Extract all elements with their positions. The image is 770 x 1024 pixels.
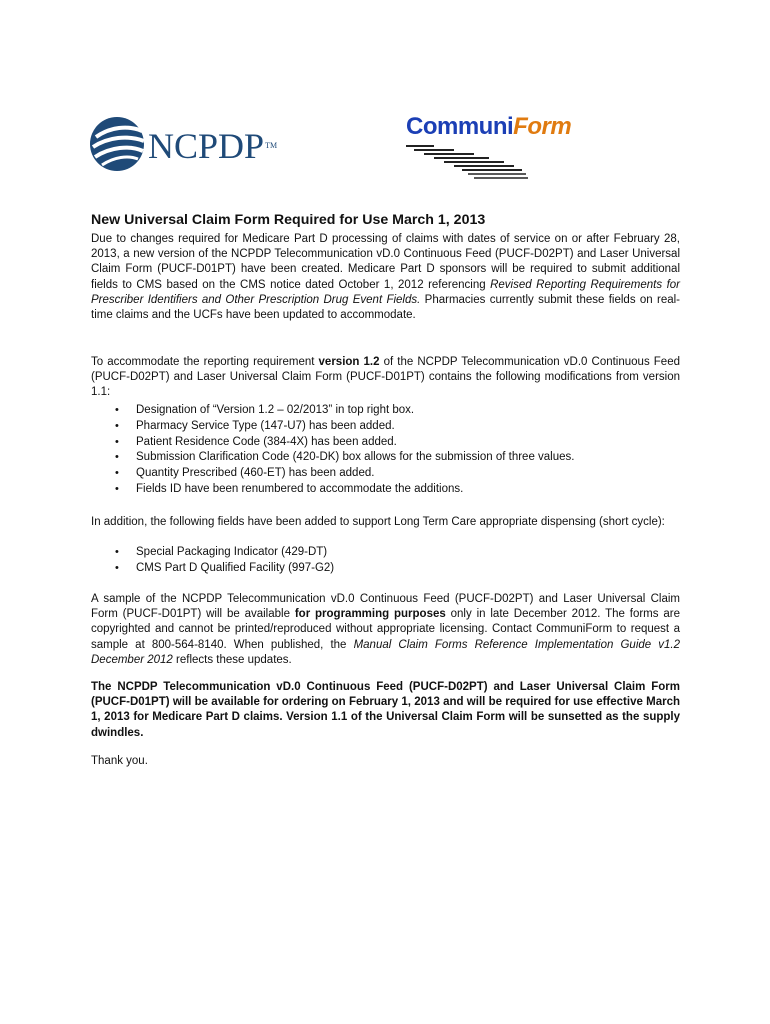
ordering-paragraph: The NCPDP Telecommunication vD.0 Continuous Feed (PUCF-D02PT) and Laser Universal Claim Form (PUCF-D01PT) will be available for ordering on February 1, 2013 and will be required for use effective March 1, 2013 for Medicare Part D claims. Version 1.1 of the Universal Claim Form will be sunsetted as the supply dwindles. (91, 681, 680, 739)
communiform-logo (404, 113, 584, 183)
ltc-paragraph: In addition, the following fields have been added to support Long Term Care appropriate dispensing (short cycle): (91, 516, 665, 528)
ltc-fields-list (91, 545, 334, 577)
document-title: New Universal Claim Form Required for Use March 1, 2013 (91, 212, 486, 228)
closing-text: Thank you. (91, 755, 148, 767)
list-item: • Submission Clarification Code (420-DK) box allows for the submission of three values. (91, 450, 574, 466)
list-item: • Fields ID have been renumbered to accommodate the additions. (91, 482, 574, 498)
list-item: • Quantity Prescribed (460-ET) has been added. (91, 466, 574, 482)
guide-title: Manual Claim Forms Reference Implementation Guide v1.2 December 2012 (91, 638, 681, 666)
modifications-list (91, 403, 574, 498)
ncpdp-wordmark: NCPDP™ (148, 126, 278, 166)
sample-paragraph: A sample of the NCPDP Telecommunication vD.0 Continuous Feed (PUCF-D02PT) and Laser Universal Claim Form (PUCF-D01PT) will be available for programming purposes only in late December 2012. The forms are copyrighted and cannot be printed/reproduced without appropriate licensing. Contact CommuniForm to request a sample at 800-564-8140. When published, the Manual Claim Forms Reference Implementation Guide v1.2 December 2012 reflects these updates. (91, 593, 681, 666)
version-emphasis: version 1.2 (318, 356, 380, 368)
communiform-speed-lines-icon (404, 143, 534, 183)
list-item: • Pharmacy Service Type (147-U7) has been added. (91, 419, 574, 435)
ncpdp-logo (88, 115, 278, 177)
intro-paragraph: Due to changes required for Medicare Part D processing of claims with dates of service on or after February 28, 2013, a new version of the NCPDP Telecommunication vD.0 Continuous Feed (PUCF-D02PT) and Laser Universal Claim Form (PUCF-D01PT) have been created. Medicare Part D sponsors will be required to submit additional fields to CMS based on the CMS notice dated October 1, 2012 referencing Revised Reporting Requirements for Prescriber Identifiers and Other Prescription Drug Event Fields. Pharmacies currently submit these fields on real-time claims and the UCFs have been updated to accommodate. (91, 233, 681, 322)
list-item: • Special Packaging Indicator (429-DT) (91, 545, 334, 561)
list-item: • Designation of “Version 1.2 – 02/2013” in top right box. (91, 403, 574, 419)
cms-notice-title: Revised Reporting Requirements for Prescriber Identifiers and Other Prescription Drug Event Fields. (91, 278, 680, 306)
version-paragraph: To accommodate the reporting requirement version 1.2 of the NCPDP Telecommunication vD.0 Continuous Feed (PUCF-D02PT) and Laser Universal Claim Form (PUCF-D01PT) contains the following modifications from version 1.1: (91, 356, 680, 399)
list-item: • Patient Residence Code (384-4X) has been added. (91, 435, 574, 451)
list-item: • CMS Part D Qualified Facility (997-G2) (91, 561, 334, 577)
communiform-wordmark: CommuniForm (406, 113, 572, 140)
ncpdp-globe-icon (88, 115, 146, 173)
programming-emphasis: for programming purposes (294, 608, 446, 621)
